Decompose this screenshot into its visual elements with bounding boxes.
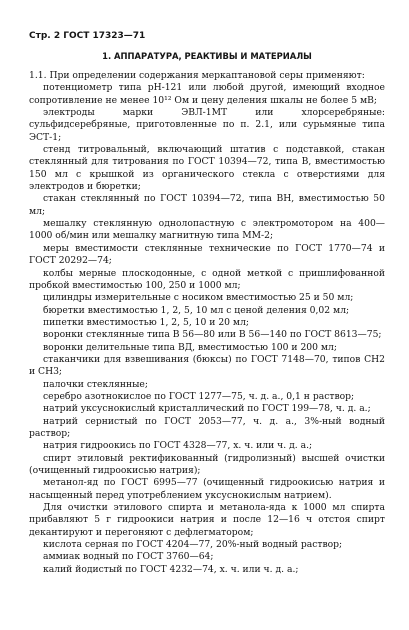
paragraph-sodium-acetate: натрий уксуснокислый кристаллический по ГОСТ 199—78, ч. д. а.;	[43, 403, 371, 415]
paragraph-potassium-iodide: калий йодистый по ГОСТ 4232—74, х. ч. или ч. д. а.;	[43, 563, 299, 575]
paragraph-sodium-hydroxide: натрия гидроокись по ГОСТ 4328—77, х. ч. или ч. д. а.;	[43, 440, 313, 452]
paragraph-sodium-sulfide: натрий сернистый по ГОСТ 2053—77, ч. д. а., 3%-ный водный раствор;	[29, 415, 385, 439]
paragraph-weighing-bottles: стаканчики для взвешивания (бюксы) по ГОСТ 7148—70, типов СН2 и СН3;	[29, 353, 385, 378]
paragraph-methanol: метанол-яд по ГОСТ 6995—77 (очищенный гидроокисью натрия и насыщенный перед употреблением уксуснокислым натрием).	[29, 477, 385, 501]
paragraph-pipettes: пипетки вместимостью 1, 2, 5, 10 и 20 мл;	[43, 316, 250, 328]
paragraph-volumetric-flasks: колбы мерные плоскодонные, с одной меткой с пришлифованной пробкой вместимостью 100, 250 и 1000 мл;	[29, 267, 385, 291]
section-title: 1. АППАРАТУРА, РЕАКТИВЫ И МАТЕРИАЛЫ	[102, 51, 312, 61]
paragraph-intro: 1.1. При определении содержания меркаптановой серы применяют:	[29, 70, 365, 81]
paragraph-electrodes: электроды марки ЭВЛ-1МТ или хлорсеребряные: сульфидсеребряные, приготовленные по п. 2.1, или сурьмяные типа ЭСТ-1;	[29, 107, 385, 143]
paragraph-funnels: воронки стеклянные типа В 56—80 или В 56—140 по ГОСТ 8613—75;	[43, 329, 382, 341]
running-head: Стр. 2 ГОСТ 17323—71	[29, 31, 146, 41]
paragraph-stirrer: мешалку стеклянную однолопастную с электромотором на 400—1000 об/мин или мешалку магнитную типа ММ-2;	[29, 218, 385, 242]
paragraph-sulfuric-acid: кислота серная по ГОСТ 4204—77, 20%-ный водный раствор;	[43, 539, 343, 551]
body-text	[29, 70, 385, 576]
paragraph-burettes: бюретки вместимостью 1, 2, 5, 10 мл с ценой деления 0,02 мл;	[43, 304, 350, 316]
paragraph-glass-beaker: стакан стеклянный по ГОСТ 10394—72, типа ВН, вместимостью 50 мл;	[29, 193, 385, 217]
paragraph-purification: Для очистки этилового спирта и метанола-яда к 1000 мл спирта прибавляют 5 г гидроокиси натрия и после 12—16 ч отстоя спирт декантируют и перегоняют с дефлегматором;	[29, 502, 385, 538]
paragraph-silver-nitrate: серебро азотнокислое по ГОСТ 1277—75, ч. д. а., 0,1 н раствор;	[43, 390, 355, 402]
paragraph-titration-stand: стенд титровальный, включающий штатив с подставкой, стакан стеклянный для титрования по ГОСТ 10394—72, типа В, вместимостью 150 мл с крышкой из органического стекла с отверстиями для электродов и бюретки;	[29, 144, 385, 193]
paragraph-separatory-funnels: воронки делительные типа ВД, вместимостью 100 и 200 мл;	[43, 341, 337, 353]
paragraph-potentiometer: потенциометр типа рН-121 или любой другой, имеющий входное сопротивление не менее 10¹² Ом и цену деления шкалы не более 5 мВ;	[29, 82, 385, 106]
paragraph-cylinders: цилиндры измерительные с носиком вместимостью 25 и 50 мл;	[43, 292, 354, 304]
paragraph-volume-measures: меры вместимости стеклянные технические по ГОСТ 1770—74 и ГОСТ 20292—74;	[29, 242, 385, 267]
paragraph-glass-rods: палочки стеклянные;	[43, 378, 148, 390]
paragraph-ammonia: аммиак водный по ГОСТ 3760—64;	[43, 551, 214, 563]
paragraph-ethanol: спирт этиловый ректификованный (гидролизный) высшей очистки (очищенный гидроокисью натрия);	[29, 452, 385, 476]
